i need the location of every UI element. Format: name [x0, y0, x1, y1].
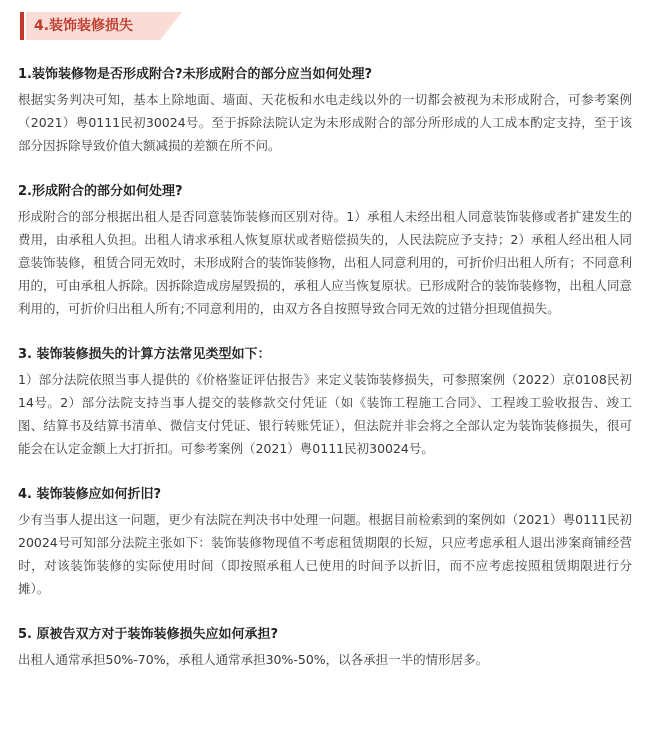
section-5-heading: 5. 原被告双方对于装饰装修损失应如何承担? [18, 627, 279, 642]
section-2 [18, 181, 632, 320]
article-content [18, 64, 632, 695]
section-1-heading: 1.装饰装修物是否形成附合?未形成附合的部分应当如何处理? [18, 67, 373, 82]
section-5-body: 出租人通常承担50%-70%，承租人通常承担30%-50%，以各承担一半的情形居多。 [18, 652, 489, 667]
section-3 [18, 344, 632, 460]
header-accent-bar [20, 12, 24, 40]
section-4 [18, 484, 632, 600]
section-header [20, 12, 180, 40]
section-2-body: 形成附合的部分根据出租人是否同意装饰装修而区别对待。1）承租人未经出租人同意装饰装修或者扩建发生的费用，由承租人负担。出租人请求承租人恢复原状或者赔偿损失的，人民法院应予支持；2）承租人经出租人同意装饰装修，租赁合同无效时，未形成附合的装饰装修物，出租人同意利用的，可折价归出租人所有；不同意利用的，可由承租人拆除。因拆除造成房屋毁损的，承租人应当恢复原状。已形成附合的装饰装修物，出租人同意利用的，可折价归出租人所有;不同意利用的，由双方各自按照导致合同无效的过错分担现值损失。 [18, 209, 632, 316]
section-4-body: 少有当事人提出这一问题，更少有法院在判决书中处理一问题。根据目前检索到的案例如（2021）粤0111民初20024号可知部分法院主张如下：装饰装修物现值不考虑租赁期限的长短，只应考虑承租人退出涉案商铺经营时，对该装饰装修的实际使用时间（即按照承租人已使用的时间予以折旧，而不应考虑按照租赁期限进行分摊）。 [18, 512, 632, 596]
section-2-heading: 2.形成附合的部分如何处理? [18, 184, 183, 199]
section-3-heading: 3. 装饰装修损失的计算方法常见类型如下： [18, 347, 271, 362]
section-5 [18, 624, 632, 671]
section-4-heading: 4. 装饰装修应如何折旧? [18, 487, 162, 502]
section-1-body: 根据实务判决可知，基本上除地面、墙面、天花板和水电走线以外的一切都会被视为未形成附合，可参考案例（2021）粤0111民初30024号。至于拆除法院认定为未形成附合的部分所形成的人工成本酌定支持，至于该部分因拆除导致价值大额减损的差额在所不问。 [18, 92, 632, 153]
header-title: 4.装饰装修损失 [34, 18, 134, 34]
section-3-body: 1）部分法院依照当事人提供的《价格鉴证评估报告》来定义装饰装修损失，可参照案例（2022）京0108民初14号。2）部分法院支持当事人提交的装修款交付凭证（如《装饰工程施工合同》、工程竣工验收报告、竣工图、结算书及结算书清单、微信支付凭证、银行转账凭证），但法院并非会将之全部认定为装饰装修损失，很可能会在认定金额上大打折扣。可参考案例（2021）粤0111民初30024号。 [18, 372, 632, 456]
section-1 [18, 64, 632, 157]
